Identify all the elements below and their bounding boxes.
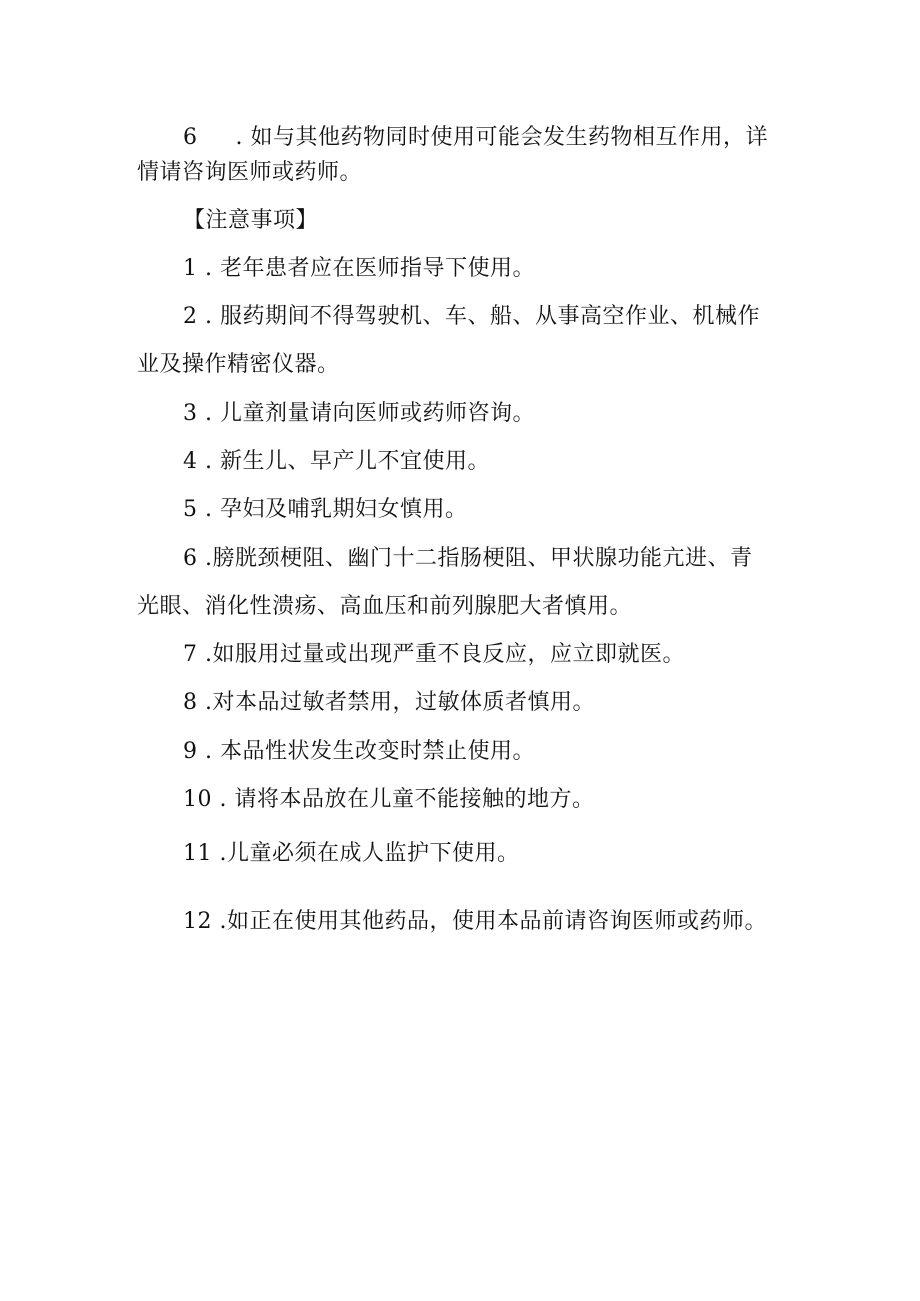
item-text: . 老年患者应在医师指导下使用。 — [205, 256, 535, 281]
list-item — [183, 738, 535, 766]
list-item-continuation — [137, 351, 340, 379]
item-text-continued: 光眼、消化性溃疡、高血压和前列腺肥大者慎用。 — [137, 594, 633, 619]
list-item — [183, 908, 767, 936]
list-item — [183, 545, 753, 573]
item-text: . 儿童剂量请向医师或药师咨询。 — [205, 401, 535, 426]
list-item — [183, 303, 760, 331]
item-text: .膀胱颈梗阻、幽门十二指肠梗阻、甲状腺功能亢进、青 — [205, 546, 753, 571]
item-number: 8 — [183, 690, 198, 715]
intro-line-2 — [137, 159, 362, 187]
list-item — [183, 689, 595, 717]
item-text: .如服用过量或出现严重不良反应，应立即就医。 — [205, 642, 685, 667]
item-number: 4 — [183, 449, 198, 474]
item-text: . 本品性状发生改变时禁止使用。 — [205, 739, 535, 764]
item-number: 3 — [183, 401, 198, 426]
list-item — [183, 448, 490, 476]
item-text-continued: 业及操作精密仪器。 — [137, 352, 340, 377]
item-number: 12 — [183, 909, 212, 934]
list-item — [183, 400, 535, 428]
item-number: 5 — [183, 497, 198, 522]
intro-text-1: . 如与其他药物同时使用可能会发生药物相互作用，详 — [235, 125, 768, 150]
intro-line-1 — [183, 124, 768, 152]
item-number: 10 — [183, 787, 212, 812]
item-text: . 新生儿、早产儿不宜使用。 — [205, 449, 490, 474]
item-number: 2 — [183, 304, 198, 329]
item-number: 6 — [183, 546, 198, 571]
item-number: 1 — [183, 256, 198, 281]
list-item — [183, 840, 520, 868]
item-text: .对本品过敏者禁用，过敏体质者慎用。 — [205, 690, 595, 715]
item-number: 9 — [183, 739, 198, 764]
list-item — [183, 641, 685, 669]
intro-number: 6 — [183, 125, 198, 150]
section-heading: 【注意事项】 — [183, 208, 319, 233]
item-text: .儿童必须在成人监护下使用。 — [219, 841, 520, 866]
item-text: . 孕妇及哺乳期妇女慎用。 — [205, 497, 468, 522]
item-text: . 服药期间不得驾驶机、车、船、从事高空作业、机械作 — [205, 304, 760, 329]
list-item-continuation — [137, 593, 632, 621]
list-item — [183, 786, 595, 814]
list-item — [183, 496, 468, 524]
item-text: .如正在使用其他药品，使用本品前请咨询医师或药师。 — [219, 909, 767, 934]
list-item — [183, 255, 535, 283]
item-number: 7 — [183, 642, 198, 667]
intro-text-2: 情请咨询医师或药师。 — [137, 160, 363, 185]
item-text: . 请将本品放在儿童不能接触的地方。 — [219, 787, 595, 812]
item-number: 11 — [183, 841, 212, 866]
